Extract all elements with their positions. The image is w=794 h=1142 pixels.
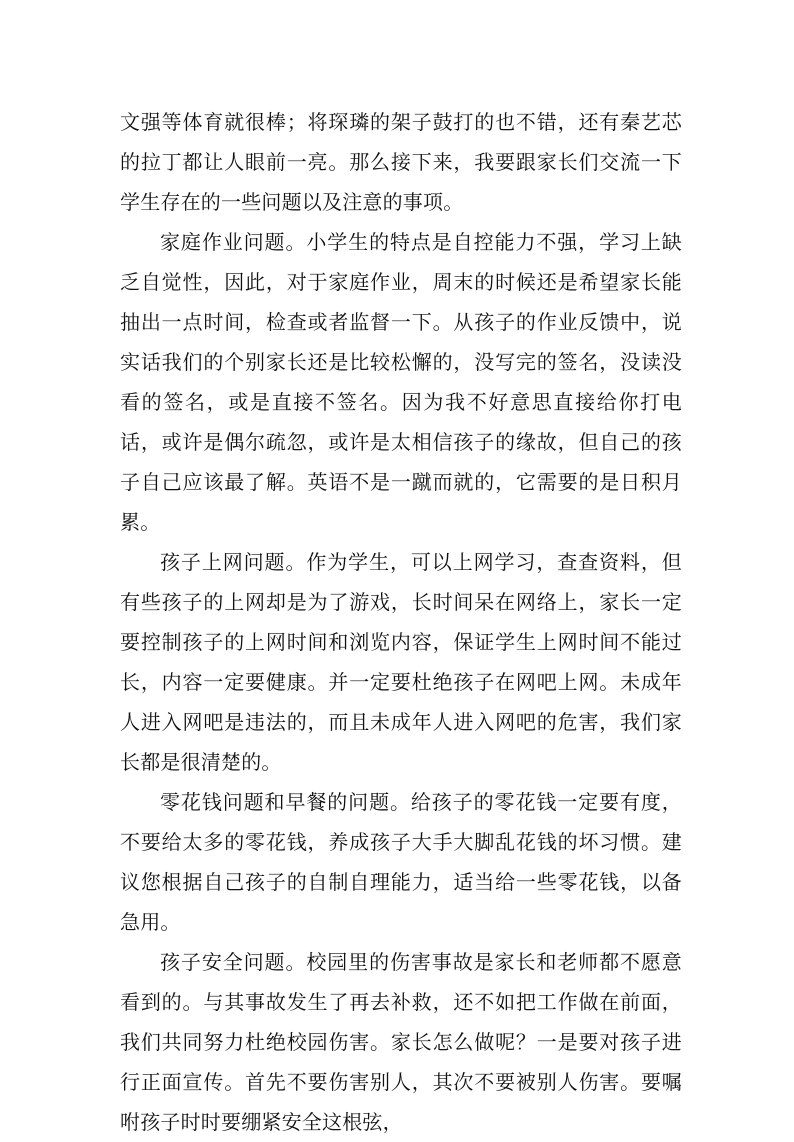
document-body — [120, 102, 682, 1142]
paragraph-pocket-money: 零花钱问题和早餐的问题。给孩子的零花钱一定要有度，不要给太多的零花钱，养成孩子大手大脚乱花钱的坏习惯。建议您根据自己孩子的自制自理能力，适当给一些零花钱，以备急用。 — [120, 790, 682, 934]
paragraph-continuation: 文强等体育就很棒；将琛璘的架子鼓打的也不错，还有秦艺芯的拉丁都让人眼前一亮。那么接下来，我要跟家长们交流一下学生存在的一些问题以及注意的事项。 — [120, 110, 682, 214]
paragraph-homework: 家庭作业问题。小学生的特点是自控能力不强，学习上缺乏自觉性，因此，对于家庭作业，周末的时候还是希望家长能抽出一点时间，检查或者监督一下。从孩子的作业反馈中，说实话我们的个别家长还是比较松懈的，没写完的签名，没读没看的签名，或是直接不签名。因为我不好意思直接给你打电话，或许是偶尔疏忽，或许是太相信孩子的缘故，但自己的孩子自己应该最了解。英语不是一蹴而就的，它需要的是日积月累。 — [120, 230, 682, 534]
paragraph-safety: 孩子安全问题。校园里的伤害事故是家长和老师都不愿意看到的。与其事故发生了再去补救，还不如把工作做在前面，我们共同努力杜绝校园伤害。家长怎么做呢？一是要对孩子进行正面宣传。首先不要伤害别人，其次不要被别人伤害。要嘱咐孩子时时要绷紧安全这根弦， — [120, 950, 682, 1134]
paragraph-internet: 孩子上网问题。作为学生，可以上网学习，查查资料，但有些孩子的上网却是为了游戏，长时间呆在网络上，家长一定要控制孩子的上网时间和浏览内容，保证学生上网时间不能过长，内容一定要健康。并一定要杜绝孩子在网吧上网。未成年人进入网吧是违法的，而且未成年人进入网吧的危害，我们家长都是很清楚的。 — [120, 550, 682, 774]
